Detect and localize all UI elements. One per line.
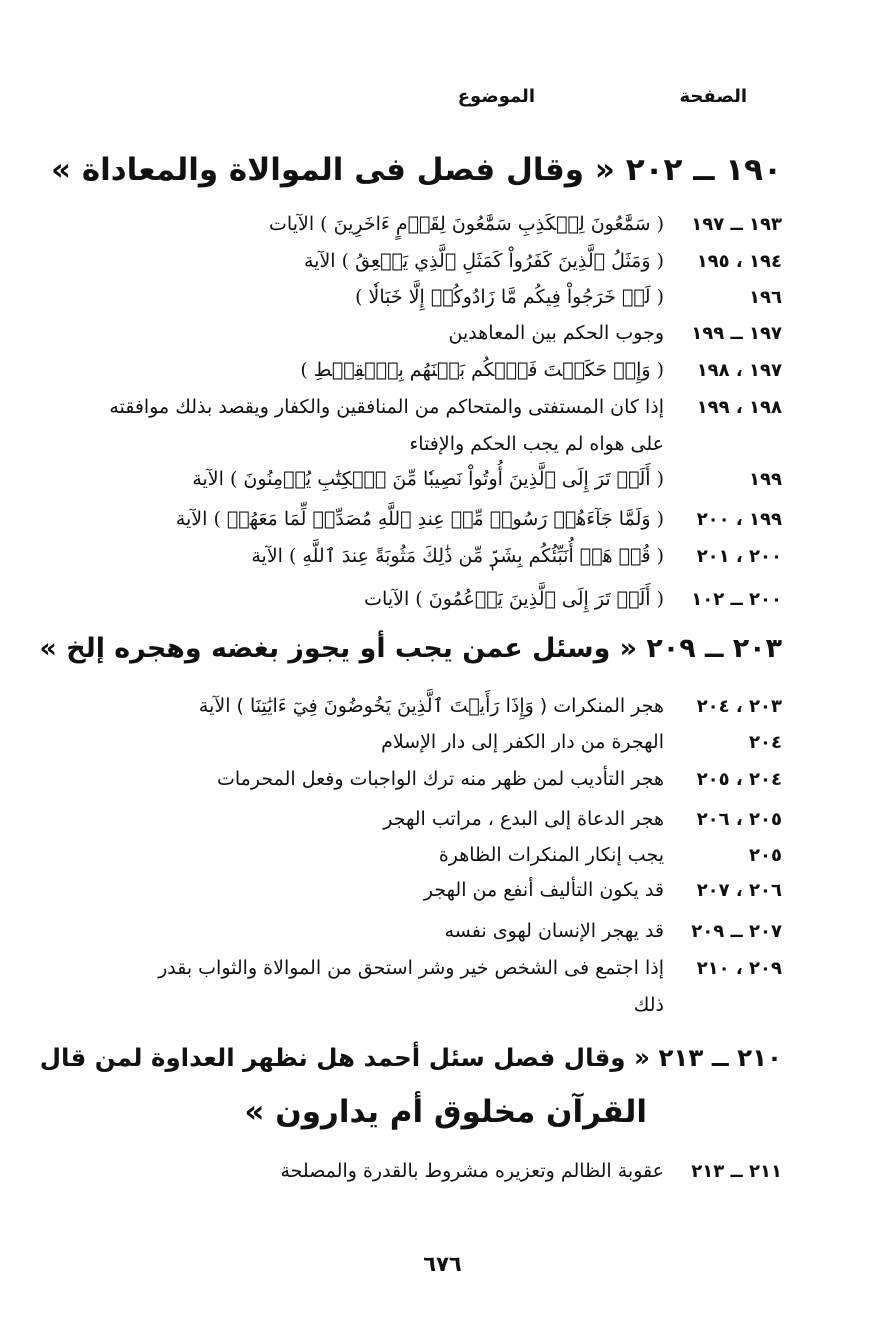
index-entry — [355, 286, 782, 308]
entry-topic: عقوبة الظالم وتعزيره مشروط بالقدرة والمصلحة — [280, 1160, 664, 1182]
index-entry — [445, 920, 782, 942]
index-entry — [304, 250, 782, 272]
entry-pages: ٢٠٣ ، ٢٠٤ — [696, 696, 782, 717]
index-entry — [192, 468, 782, 490]
entry-topic: الهجرة من دار الكفر إلى دار الإسلام — [381, 731, 664, 753]
entry-topic: ( وَلَمَّا جَآءَهُمۡ رَسُولٞ مِّنۡ عِندِ ٱللَّهِ مُصَدِّقٞ لِّمَا مَعَهُمۡ ) الآية — [175, 508, 664, 530]
index-entry — [364, 588, 782, 610]
entry-pages: ٢١١ ــ ٢١٣ — [691, 1161, 782, 1182]
entry-topic: هجر التأديب لمن ظهر منه ترك الواجبات وفعل المحرمات — [217, 768, 664, 790]
entry-topic: يجب إنكار المنكرات الظاهرة — [438, 844, 664, 866]
entry-continuation: ذلك — [633, 994, 664, 1016]
entry-pages: ٢٠٧ ــ ٢٠٩ — [691, 921, 782, 942]
index-entry — [109, 396, 782, 418]
index-entry — [300, 359, 782, 381]
section-heading: ٢٠٣ ــ ٢٠٩ « وسئل عمن يجب أو يجوز بغضه وهجره إلخ » — [39, 633, 782, 664]
section-heading: ٢١٠ ــ ٢١٣ « وقال فصل سئل أحمد هل نظهر العداوة لمن قال — [39, 1043, 782, 1072]
index-entry — [251, 545, 782, 567]
entry-pages: ١٩٦ — [749, 287, 782, 308]
index-entry — [381, 731, 782, 753]
index-entry — [176, 508, 782, 530]
entry-topic: قد يكون التأليف أنفع من الهجر — [423, 879, 664, 901]
entry-pages: ٢٠٤ — [749, 732, 782, 753]
entry-topic: ( لَوۡ خَرَجُواْ فِيكُم مَّا زَادُوكُمۡ إِلَّا خَبَالٗا ) — [355, 286, 664, 308]
entry-pages: ١٩٨ ، ١٩٩ — [696, 397, 782, 418]
index-entry — [449, 322, 782, 344]
index-entry — [280, 1160, 782, 1182]
entry-topic: ( قُلۡ هَلۡ أُنَبِّئُكُم بِشَرّٖ مِّن ذَٰلِكَ مَثُوبَةً عِندَ ٱللَّهِ ) الآية — [251, 545, 664, 567]
page-column-header: الصفحة — [679, 86, 747, 107]
entry-topic: إذا اجتمع فى الشخص خير وشر استحق من الموالاة والثواب بقدر — [158, 957, 664, 979]
index-entry — [439, 844, 782, 866]
index-entry — [217, 768, 782, 790]
entry-pages: ١٩٧ ، ١٩٨ — [696, 360, 782, 381]
index-entry — [199, 695, 782, 717]
entry-pages: ٢٠٩ ، ٢١٠ — [696, 958, 782, 979]
entry-pages: ١٩٩ ، ٢٠٠ — [696, 509, 782, 530]
entry-pages: ٢٠٠ ــ ١٠٢ — [691, 589, 782, 610]
entry-pages: ٢٠٦ ، ٢٠٧ — [696, 880, 782, 901]
entry-pages: ١٩٣ ــ ١٩٧ — [691, 214, 782, 235]
entry-topic: ( وَإِنۡ حَكَمۡتَ فَٱحۡكُم بَيۡنَهُم بِٱلۡقِسۡطِ ) — [300, 359, 664, 381]
index-entry — [269, 213, 782, 235]
entry-topic: إذا كان المستفتى والمتحاكم من المنافقين والكفار ويقصد بذلك موافقته — [109, 396, 664, 418]
section-heading: ١٩٠ ــ ٢٠٢ « وقال فصل فى الموالاة والمعاداة » — [51, 152, 782, 188]
entry-topic: ( أَلَمۡ تَرَ إِلَى ٱلَّذِينَ يَزۡعُمُونَ ) الآيات — [364, 588, 664, 610]
entry-topic: ( سَمَّٰعُونَ لِلۡكَذِبِ سَمَّٰعُونَ لِقَوۡمٍ ءَاخَرِينَ ) الآيات — [269, 213, 664, 235]
entry-pages: ٢٠٠ ، ٢٠١ — [696, 546, 782, 567]
index-entry — [158, 957, 782, 979]
entry-topic: ( وَمَثَلُ ٱلَّذِينَ كَفَرُواْ كَمَثَلِ ٱلَّذِي يَنۡعِقُ ) الآية — [303, 250, 664, 272]
section-heading-continuation: القرآن مخلوق أم يدارون » — [244, 1094, 647, 1130]
entry-topic: قد يهجر الإنسان لهوى نفسه — [444, 920, 664, 942]
entry-topic: ( أَلَمۡ تَرَ إِلَى ٱلَّذِينَ أُوتُواْ نَصِيبٗا مِّنَ ٱلۡكِتَٰبِ يُؤۡمِنُونَ ) الآية — [192, 468, 664, 490]
entry-topic: وجوب الحكم بين المعاهدين — [448, 322, 664, 344]
topic-column-header: الموضوع — [457, 86, 535, 107]
entry-pages: ١٩٧ ــ ١٩٩ — [691, 323, 782, 344]
entry-topic: هجر المنكرات ( وَإِذَا رَأَيۡتَ ٱلَّذِينَ يَخُوضُونَ فِيٓ ءَايَٰتِنَا ) الآية — [198, 695, 664, 717]
entry-pages: ١٩٩ — [749, 469, 782, 490]
entry-continuation: على هواه لم يجب الحكم والإفتاء — [409, 433, 664, 455]
entry-pages: ٢٠٥ — [749, 845, 782, 866]
entry-pages: ٢٠٥ ، ٢٠٦ — [696, 809, 782, 830]
entry-pages: ١٩٤ ، ١٩٥ — [696, 251, 782, 272]
index-entry — [383, 808, 782, 830]
entry-topic: هجر الدعاة إلى البدع ، مراتب الهجر — [383, 808, 664, 830]
page-number: ٦٧٦ — [423, 1252, 462, 1276]
entry-pages: ٢٠٤ ، ٢٠٥ — [696, 769, 782, 790]
index-entry — [424, 879, 782, 901]
